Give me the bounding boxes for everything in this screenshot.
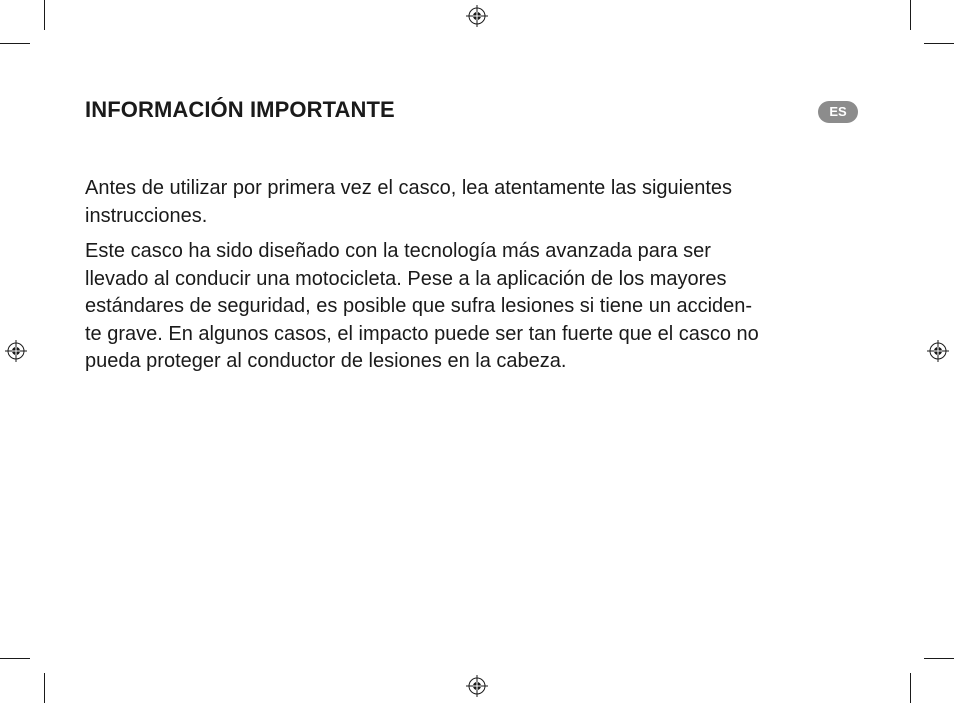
- text-line: Antes de utilizar por primera vez el casco, lea atentamente las siguientes: [85, 177, 733, 199]
- crop-mark-bottom-right-horizontal: [924, 658, 954, 659]
- paragraph-safety: [85, 238, 861, 376]
- paragraph-intro: [85, 175, 861, 230]
- text-line: te grave. En algunos casos, el impacto puede ser tan fuerte que el casco no: [85, 322, 759, 345]
- crop-mark-bottom-left-vertical: [44, 673, 45, 703]
- registration-mark-icon: [466, 5, 488, 27]
- instructions-text: [85, 175, 861, 384]
- text-line: pueda proteger al conductor de lesiones en la cabeza.: [85, 350, 567, 372]
- crop-mark-top-left-horizontal: [0, 43, 30, 44]
- text-line: llevado al conducir una motocicleta. Pese a la aplicación de los mayores: [85, 267, 727, 290]
- registration-mark-icon: [466, 675, 488, 697]
- crop-mark-top-right-horizontal: [924, 43, 954, 44]
- crop-mark-top-left-vertical: [44, 0, 45, 30]
- crop-mark-bottom-left-horizontal: [0, 658, 30, 659]
- language-badge: ES: [818, 101, 858, 123]
- crop-mark-bottom-right-vertical: [910, 673, 911, 703]
- text-line: instrucciones.: [85, 204, 208, 227]
- registration-mark-icon: [927, 340, 949, 362]
- registration-mark-icon: [5, 340, 27, 362]
- text-line: Este casco ha sido diseñado con la tecnología más avanzada para ser: [85, 240, 711, 262]
- crop-mark-top-right-vertical: [910, 0, 911, 30]
- text-line: estándares de seguridad, es posible que sufra lesiones si tiene un acciden-: [85, 295, 753, 317]
- page-title: INFORMACIÓN IMPORTANTE: [85, 97, 395, 122]
